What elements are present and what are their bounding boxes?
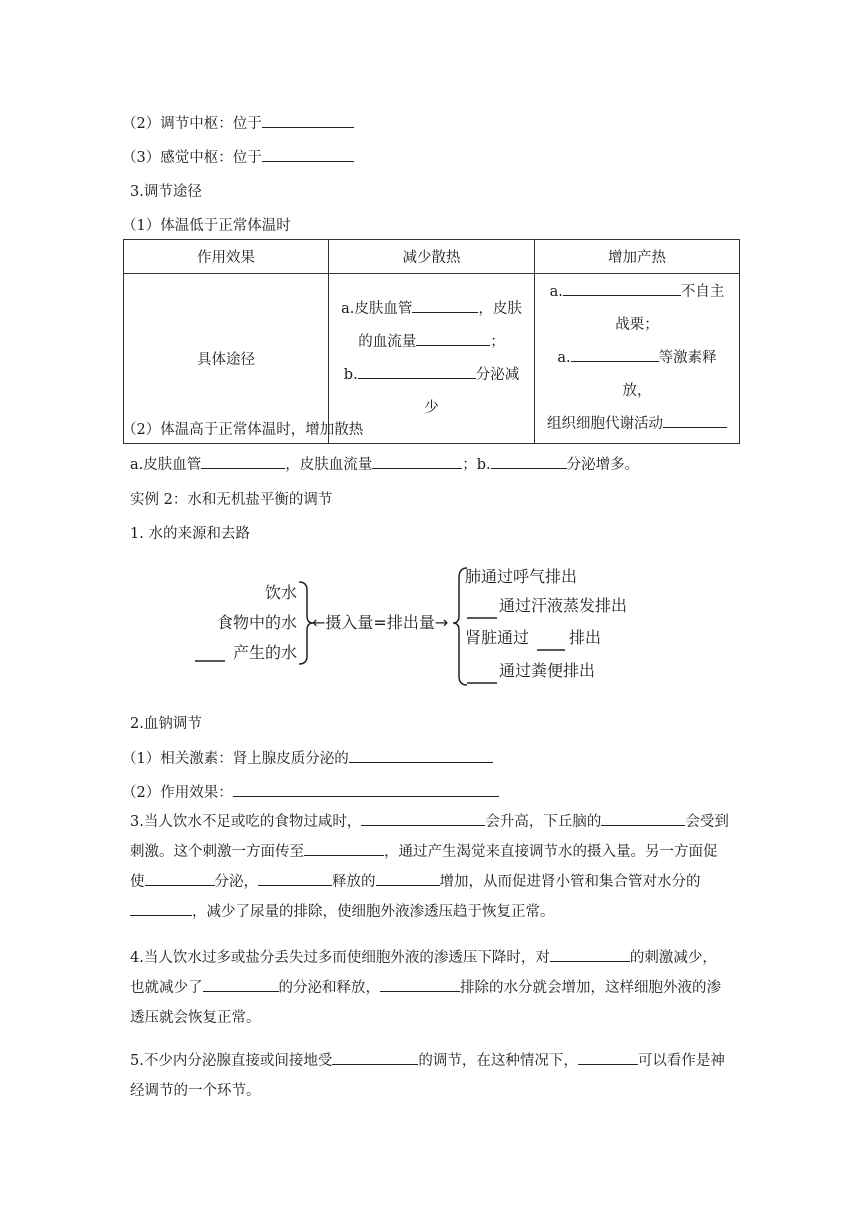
regulation-center-line (122, 112, 354, 133)
para-text: 的调节，在这种情况下， (418, 1053, 578, 1069)
answer-blank[interactable] (349, 747, 493, 763)
para-text: 会升高，下丘脑的 (485, 814, 602, 830)
answer-blank[interactable] (550, 946, 630, 962)
para-text: 排除的水分就会增加，这样细胞外液的渗透压就会恢复正常。 (130, 980, 721, 1026)
paragraph-3 (130, 807, 730, 927)
output-lung: 肺通过呼气排出 (465, 567, 578, 586)
answer-blank[interactable] (262, 146, 354, 162)
answer-blank[interactable] (262, 112, 354, 128)
answer-blank[interactable] (578, 1049, 638, 1065)
line-text: ，皮肤血流量 (285, 457, 373, 473)
cell-text: 组织细胞代谢活动 (547, 416, 663, 432)
para-text: 3.当人饮水不足或吃的食物过咸时， (130, 814, 362, 830)
answer-blank[interactable] (491, 453, 567, 469)
high-temp-line (130, 453, 639, 474)
para-text: 的刺激减少，也就减少了 (130, 950, 717, 996)
regulation-table (123, 239, 740, 444)
answer-blank[interactable] (130, 900, 192, 916)
effect-line (122, 781, 499, 802)
cell-text: 分泌减 (475, 366, 520, 383)
line-text: a.皮肤血管 (130, 457, 202, 473)
source-drink: 饮水 (264, 583, 297, 602)
balance-equation: ←摄入量=排出量→ (312, 613, 449, 632)
answer-blank[interactable] (258, 870, 332, 886)
line-text: ；b. (462, 457, 491, 473)
para-text: ，减少了尿量的排除，使细胞外液渗透压趋于恢复正常。 (192, 904, 555, 920)
sensory-center-line (122, 146, 354, 167)
output-sweat: 通过汗液蒸发排出 (499, 596, 628, 615)
increase-heat-cell (535, 274, 740, 444)
answer-blank[interactable] (563, 280, 681, 296)
source-produced: 产生的水 (232, 643, 297, 662)
para-text: 增加，从而促进肾小管和集合管对水分的 (439, 874, 701, 890)
line-text: （2）作用效果： (122, 785, 233, 801)
answer-blank[interactable] (571, 346, 659, 362)
answer-blank[interactable] (376, 870, 440, 886)
left-brace (299, 582, 313, 664)
row-label: 具体途径 (124, 274, 329, 444)
section-route: 3.调节途径 (130, 184, 202, 200)
cell-text: 少 (424, 399, 439, 416)
answer-blank[interactable] (412, 297, 478, 313)
answer-blank[interactable] (145, 870, 215, 886)
para-text: 可以看作是神经调节的一个环节。 (130, 1053, 725, 1099)
answer-blank[interactable] (203, 976, 279, 992)
answer-blank[interactable] (361, 810, 485, 826)
cell-text: ； (490, 333, 505, 350)
cell-text: ，皮肤 (478, 300, 522, 317)
cell-text: b. (343, 366, 358, 383)
table-header: 作用效果 (124, 240, 329, 274)
para-text: 4.当人饮水过多或盐分丢失过多而使细胞外液的渗透压下降时，对 (130, 950, 550, 966)
para-text: 会受到刺激。这个刺激一方面传至 (130, 814, 729, 860)
paragraph-5 (130, 1046, 730, 1106)
answer-blank[interactable] (201, 453, 285, 469)
cell-text: 等激素释放， (622, 350, 717, 399)
water-source-heading: 1. 水的来源和去路 (130, 526, 250, 542)
para-text: 释放的 (332, 874, 376, 890)
answer-blank[interactable] (663, 412, 727, 428)
para-text: 5.不少内分泌腺直接或间接地受 (130, 1053, 333, 1069)
paragraph-4 (130, 943, 730, 1033)
output-kidney-tail: 排出 (569, 628, 602, 647)
output-feces: 通过粪便排出 (499, 661, 596, 680)
example-2-heading: 实例 2：水和无机盐平衡的调节 (130, 492, 333, 508)
answer-blank[interactable] (358, 363, 476, 379)
answer-blank[interactable] (416, 330, 490, 346)
para-text: ，通过产生渴觉来直接调节水的摄入量。另一方面促使 (130, 844, 718, 890)
answer-blank[interactable] (304, 840, 384, 856)
answer-blank[interactable] (380, 976, 460, 992)
cell-text: 不自主 (680, 284, 725, 300)
output-kidney: 肾脏通过 (465, 628, 530, 647)
answer-blank[interactable] (332, 1049, 418, 1065)
para-text: 的分泌和释放， (278, 980, 380, 996)
section-high-temp: （2）体温高于正常体温时，增加散热 (122, 422, 364, 438)
water-balance-diagram (195, 560, 655, 695)
para-text: 分泌， (214, 874, 258, 890)
table-header: 减少散热 (329, 240, 535, 274)
section-low-temp: （1）体温低于正常体温时 (122, 218, 291, 234)
sodium-heading: 2.血钠调节 (130, 716, 202, 732)
cell-text: 的血流量 (358, 333, 417, 350)
answer-blank[interactable] (372, 453, 462, 469)
hormone-line (122, 747, 493, 768)
answer-blank[interactable] (601, 810, 685, 826)
cell-text: a. (549, 284, 563, 300)
line-text: 分泌增多。 (566, 457, 640, 473)
cell-text: a.皮肤血管 (341, 300, 413, 317)
sensory-center-text: （3）感觉中枢：位于 (122, 150, 262, 166)
cell-text: 战栗； (615, 317, 659, 333)
line-text: （1）相关激素：肾上腺皮质分泌的 (122, 751, 349, 767)
regulation-center-text: （2）调节中枢：位于 (122, 116, 262, 132)
table-header: 增加产热 (535, 240, 740, 274)
cell-text: a. (557, 350, 571, 366)
source-food: 食物中的水 (216, 613, 297, 632)
answer-blank[interactable] (233, 781, 499, 797)
